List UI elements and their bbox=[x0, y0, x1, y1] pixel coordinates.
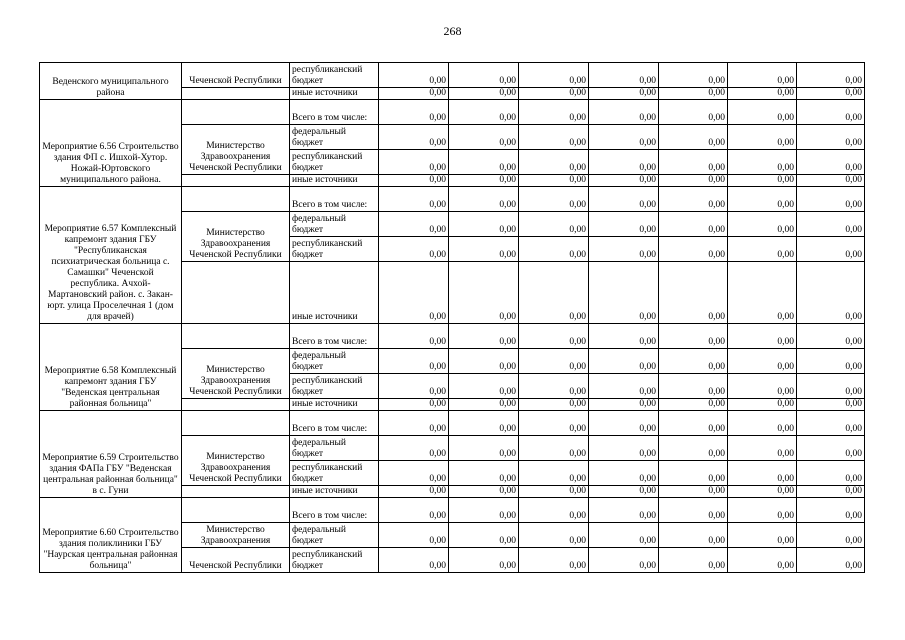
amount-cell: 0,00 bbox=[659, 461, 728, 486]
executor-cell: Министерство Здравоохранения bbox=[182, 523, 290, 548]
amount-cell: 0,00 bbox=[589, 399, 659, 411]
amount-cell: 0,00 bbox=[379, 399, 449, 411]
amount-cell: 0,00 bbox=[797, 262, 865, 324]
funding-source-cell: республиканский бюджет bbox=[290, 374, 379, 399]
executor-cell bbox=[182, 411, 290, 436]
amount-cell: 0,00 bbox=[449, 349, 519, 374]
funding-source-cell: республиканский бюджет bbox=[290, 237, 379, 262]
executor-cell bbox=[182, 100, 290, 125]
amount-cell: 0,00 bbox=[797, 374, 865, 399]
budget-table bbox=[39, 62, 865, 573]
amount-cell: 0,00 bbox=[659, 150, 728, 175]
amount-cell: 0,00 bbox=[728, 411, 797, 436]
funding-source-cell: республиканский бюджет bbox=[290, 548, 379, 573]
amount-cell: 0,00 bbox=[659, 237, 728, 262]
amount-cell: 0,00 bbox=[728, 187, 797, 212]
amount-cell: 0,00 bbox=[379, 237, 449, 262]
amount-cell: 0,00 bbox=[379, 523, 449, 548]
amount-cell: 0,00 bbox=[728, 486, 797, 498]
amount-cell: 0,00 bbox=[589, 262, 659, 324]
amount-cell: 0,00 bbox=[589, 498, 659, 523]
amount-cell: 0,00 bbox=[659, 262, 728, 324]
amount-cell: 0,00 bbox=[449, 436, 519, 461]
amount-cell: 0,00 bbox=[449, 63, 519, 88]
amount-cell: 0,00 bbox=[728, 88, 797, 100]
amount-cell: 0,00 bbox=[797, 548, 865, 573]
amount-cell: 0,00 bbox=[379, 100, 449, 125]
amount-cell: 0,00 bbox=[728, 63, 797, 88]
amount-cell: 0,00 bbox=[728, 498, 797, 523]
amount-cell: 0,00 bbox=[797, 436, 865, 461]
amount-cell: 0,00 bbox=[519, 349, 589, 374]
amount-cell: 0,00 bbox=[589, 125, 659, 150]
amount-cell: 0,00 bbox=[449, 411, 519, 436]
table-row bbox=[40, 324, 865, 349]
amount-cell: 0,00 bbox=[728, 461, 797, 486]
funding-source-cell: Всего в том числе: bbox=[290, 187, 379, 212]
amount-cell: 0,00 bbox=[797, 125, 865, 150]
amount-cell: 0,00 bbox=[589, 187, 659, 212]
amount-cell: 0,00 bbox=[797, 63, 865, 88]
amount-cell: 0,00 bbox=[449, 498, 519, 523]
amount-cell: 0,00 bbox=[379, 187, 449, 212]
executor-cell bbox=[182, 187, 290, 212]
executor-cell bbox=[182, 324, 290, 349]
executor-cell: Министерство Здравоохранения Чеченской Республики bbox=[182, 436, 290, 486]
amount-cell: 0,00 bbox=[797, 175, 865, 187]
amount-cell: 0,00 bbox=[797, 411, 865, 436]
amount-cell: 0,00 bbox=[728, 262, 797, 324]
amount-cell: 0,00 bbox=[449, 237, 519, 262]
amount-cell: 0,00 bbox=[728, 399, 797, 411]
amount-cell: 0,00 bbox=[728, 150, 797, 175]
amount-cell: 0,00 bbox=[519, 461, 589, 486]
amount-cell: 0,00 bbox=[797, 187, 865, 212]
amount-cell: 0,00 bbox=[379, 411, 449, 436]
amount-cell: 0,00 bbox=[379, 212, 449, 237]
amount-cell: 0,00 bbox=[659, 399, 728, 411]
executor-cell bbox=[182, 486, 290, 498]
amount-cell: 0,00 bbox=[449, 212, 519, 237]
amount-cell: 0,00 bbox=[797, 523, 865, 548]
amount-cell: 0,00 bbox=[589, 411, 659, 436]
amount-cell: 0,00 bbox=[589, 374, 659, 399]
amount-cell: 0,00 bbox=[379, 262, 449, 324]
amount-cell: 0,00 bbox=[379, 324, 449, 349]
amount-cell: 0,00 bbox=[659, 411, 728, 436]
amount-cell: 0,00 bbox=[659, 125, 728, 150]
funding-source-cell: иные источники bbox=[290, 399, 379, 411]
funding-source-cell: Всего в том числе: bbox=[290, 100, 379, 125]
amount-cell: 0,00 bbox=[519, 399, 589, 411]
amount-cell: 0,00 bbox=[379, 63, 449, 88]
amount-cell: 0,00 bbox=[589, 324, 659, 349]
amount-cell: 0,00 bbox=[519, 411, 589, 436]
funding-source-cell: республиканский бюджет bbox=[290, 150, 379, 175]
amount-cell: 0,00 bbox=[379, 150, 449, 175]
amount-cell: 0,00 bbox=[519, 523, 589, 548]
amount-cell: 0,00 bbox=[519, 498, 589, 523]
amount-cell: 0,00 bbox=[519, 63, 589, 88]
amount-cell: 0,00 bbox=[379, 349, 449, 374]
amount-cell: 0,00 bbox=[797, 324, 865, 349]
amount-cell: 0,00 bbox=[519, 262, 589, 324]
amount-cell: 0,00 bbox=[519, 237, 589, 262]
amount-cell: 0,00 bbox=[589, 150, 659, 175]
amount-cell: 0,00 bbox=[519, 187, 589, 212]
executor-cell bbox=[182, 399, 290, 411]
amount-cell: 0,00 bbox=[659, 63, 728, 88]
amount-cell: 0,00 bbox=[379, 461, 449, 486]
amount-cell: 0,00 bbox=[728, 349, 797, 374]
amount-cell: 0,00 bbox=[589, 548, 659, 573]
funding-source-cell: Всего в том числе: bbox=[290, 411, 379, 436]
amount-cell: 0,00 bbox=[589, 523, 659, 548]
amount-cell: 0,00 bbox=[728, 548, 797, 573]
amount-cell: 0,00 bbox=[589, 88, 659, 100]
amount-cell: 0,00 bbox=[659, 374, 728, 399]
amount-cell: 0,00 bbox=[659, 324, 728, 349]
amount-cell: 0,00 bbox=[449, 100, 519, 125]
amount-cell: 0,00 bbox=[449, 175, 519, 187]
amount-cell: 0,00 bbox=[589, 100, 659, 125]
activity-name-cell: Мероприятие 6.57 Комплексный капремонт здания ГБУ "Республиканская психиатрическая больница с. Самашки" Чеченской республика. Ачхой-Мартановский район. с. Закан-юрт. улица Проселечная 1 (дом для врачей) bbox=[40, 187, 182, 324]
executor-cell bbox=[182, 175, 290, 187]
executor-cell: Чеченской Республики bbox=[182, 63, 290, 88]
page-number: 268 bbox=[443, 24, 462, 38]
amount-cell: 0,00 bbox=[728, 374, 797, 399]
funding-source-cell: республиканский бюджет bbox=[290, 461, 379, 486]
amount-cell: 0,00 bbox=[449, 523, 519, 548]
amount-cell: 0,00 bbox=[659, 100, 728, 125]
amount-cell: 0,00 bbox=[659, 175, 728, 187]
amount-cell: 0,00 bbox=[728, 212, 797, 237]
amount-cell: 0,00 bbox=[728, 523, 797, 548]
amount-cell: 0,00 bbox=[589, 212, 659, 237]
amount-cell: 0,00 bbox=[589, 349, 659, 374]
amount-cell: 0,00 bbox=[379, 436, 449, 461]
table-row bbox=[40, 498, 865, 523]
budget-table-body bbox=[40, 63, 865, 573]
amount-cell: 0,00 bbox=[659, 349, 728, 374]
amount-cell: 0,00 bbox=[449, 262, 519, 324]
funding-source-cell: республиканский бюджет bbox=[290, 63, 379, 88]
amount-cell: 0,00 bbox=[379, 548, 449, 573]
amount-cell: 0,00 bbox=[449, 399, 519, 411]
table-row bbox=[40, 187, 865, 212]
amount-cell: 0,00 bbox=[728, 100, 797, 125]
executor-cell: Министерство Здравоохранения Чеченской Республики bbox=[182, 349, 290, 399]
amount-cell: 0,00 bbox=[659, 212, 728, 237]
amount-cell: 0,00 bbox=[728, 436, 797, 461]
amount-cell: 0,00 bbox=[659, 187, 728, 212]
amount-cell: 0,00 bbox=[797, 486, 865, 498]
activity-name-cell: Мероприятие 6.56 Строительство здания ФП с. Ишхой-Хутор. Ножай-Юртовского муниципального района. bbox=[40, 100, 182, 187]
amount-cell: 0,00 bbox=[379, 88, 449, 100]
amount-cell: 0,00 bbox=[449, 486, 519, 498]
amount-cell: 0,00 bbox=[519, 150, 589, 175]
amount-cell: 0,00 bbox=[379, 175, 449, 187]
funding-source-cell: иные источники bbox=[290, 175, 379, 187]
amount-cell: 0,00 bbox=[449, 374, 519, 399]
amount-cell: 0,00 bbox=[728, 324, 797, 349]
amount-cell: 0,00 bbox=[589, 175, 659, 187]
amount-cell: 0,00 bbox=[728, 175, 797, 187]
funding-source-cell: Всего в том числе: bbox=[290, 498, 379, 523]
funding-source-cell: федеральный бюджет bbox=[290, 436, 379, 461]
funding-source-cell: иные источники bbox=[290, 486, 379, 498]
amount-cell: 0,00 bbox=[659, 498, 728, 523]
amount-cell: 0,00 bbox=[728, 125, 797, 150]
funding-source-cell: иные источники bbox=[290, 88, 379, 100]
funding-source-cell: федеральный бюджет bbox=[290, 212, 379, 237]
table-row bbox=[40, 63, 865, 88]
amount-cell: 0,00 bbox=[379, 486, 449, 498]
amount-cell: 0,00 bbox=[589, 63, 659, 88]
amount-cell: 0,00 bbox=[797, 349, 865, 374]
amount-cell: 0,00 bbox=[589, 461, 659, 486]
amount-cell: 0,00 bbox=[797, 461, 865, 486]
amount-cell: 0,00 bbox=[659, 548, 728, 573]
funding-source-cell: федеральный бюджет bbox=[290, 349, 379, 374]
executor-cell bbox=[182, 88, 290, 100]
amount-cell: 0,00 bbox=[519, 100, 589, 125]
activity-name-cell: Мероприятие 6.60 Строительство здания поликлиники ГБУ "Наурская центральная районная больница" bbox=[40, 498, 182, 573]
activity-name-cell: Мероприятие 6.58 Комплексный капремонт здания ГБУ "Веденская центральная районная больница" bbox=[40, 324, 182, 411]
activity-name-cell: Веденского муниципального района bbox=[40, 63, 182, 100]
amount-cell: 0,00 bbox=[519, 374, 589, 399]
amount-cell: 0,00 bbox=[797, 237, 865, 262]
table-row bbox=[40, 411, 865, 436]
funding-source-cell: иные источники bbox=[290, 262, 379, 324]
amount-cell: 0,00 bbox=[659, 486, 728, 498]
amount-cell: 0,00 bbox=[519, 436, 589, 461]
amount-cell: 0,00 bbox=[797, 88, 865, 100]
funding-source-cell: Всего в том числе: bbox=[290, 324, 379, 349]
activity-name-cell: Мероприятие 6.59 Строительство здания ФАПа ГБУ "Веденская центральная районная больница" в с. Гуни bbox=[40, 411, 182, 498]
amount-cell: 0,00 bbox=[519, 88, 589, 100]
amount-cell: 0,00 bbox=[797, 498, 865, 523]
executor-cell: Чеченской Республики bbox=[182, 548, 290, 573]
amount-cell: 0,00 bbox=[797, 212, 865, 237]
amount-cell: 0,00 bbox=[728, 237, 797, 262]
amount-cell: 0,00 bbox=[797, 100, 865, 125]
amount-cell: 0,00 bbox=[449, 150, 519, 175]
amount-cell: 0,00 bbox=[519, 212, 589, 237]
executor-cell bbox=[182, 262, 290, 324]
amount-cell: 0,00 bbox=[449, 125, 519, 150]
amount-cell: 0,00 bbox=[519, 548, 589, 573]
amount-cell: 0,00 bbox=[379, 374, 449, 399]
amount-cell: 0,00 bbox=[519, 175, 589, 187]
funding-source-cell: федеральный бюджет bbox=[290, 125, 379, 150]
amount-cell: 0,00 bbox=[659, 436, 728, 461]
amount-cell: 0,00 bbox=[379, 498, 449, 523]
amount-cell: 0,00 bbox=[449, 548, 519, 573]
amount-cell: 0,00 bbox=[519, 324, 589, 349]
funding-source-cell: федеральный бюджет bbox=[290, 523, 379, 548]
amount-cell: 0,00 bbox=[589, 237, 659, 262]
amount-cell: 0,00 bbox=[659, 523, 728, 548]
amount-cell: 0,00 bbox=[449, 88, 519, 100]
amount-cell: 0,00 bbox=[449, 187, 519, 212]
table-row bbox=[40, 100, 865, 125]
amount-cell: 0,00 bbox=[797, 150, 865, 175]
executor-cell bbox=[182, 498, 290, 523]
amount-cell: 0,00 bbox=[519, 486, 589, 498]
amount-cell: 0,00 bbox=[449, 324, 519, 349]
executor-cell: Министерство Здравоохранения Чеченской Республики bbox=[182, 125, 290, 175]
amount-cell: 0,00 bbox=[589, 486, 659, 498]
executor-cell: Министерство Здравоохранения Чеченской Республики bbox=[182, 212, 290, 262]
amount-cell: 0,00 bbox=[589, 436, 659, 461]
amount-cell: 0,00 bbox=[449, 461, 519, 486]
amount-cell: 0,00 bbox=[379, 125, 449, 150]
amount-cell: 0,00 bbox=[797, 399, 865, 411]
amount-cell: 0,00 bbox=[519, 125, 589, 150]
amount-cell: 0,00 bbox=[659, 88, 728, 100]
